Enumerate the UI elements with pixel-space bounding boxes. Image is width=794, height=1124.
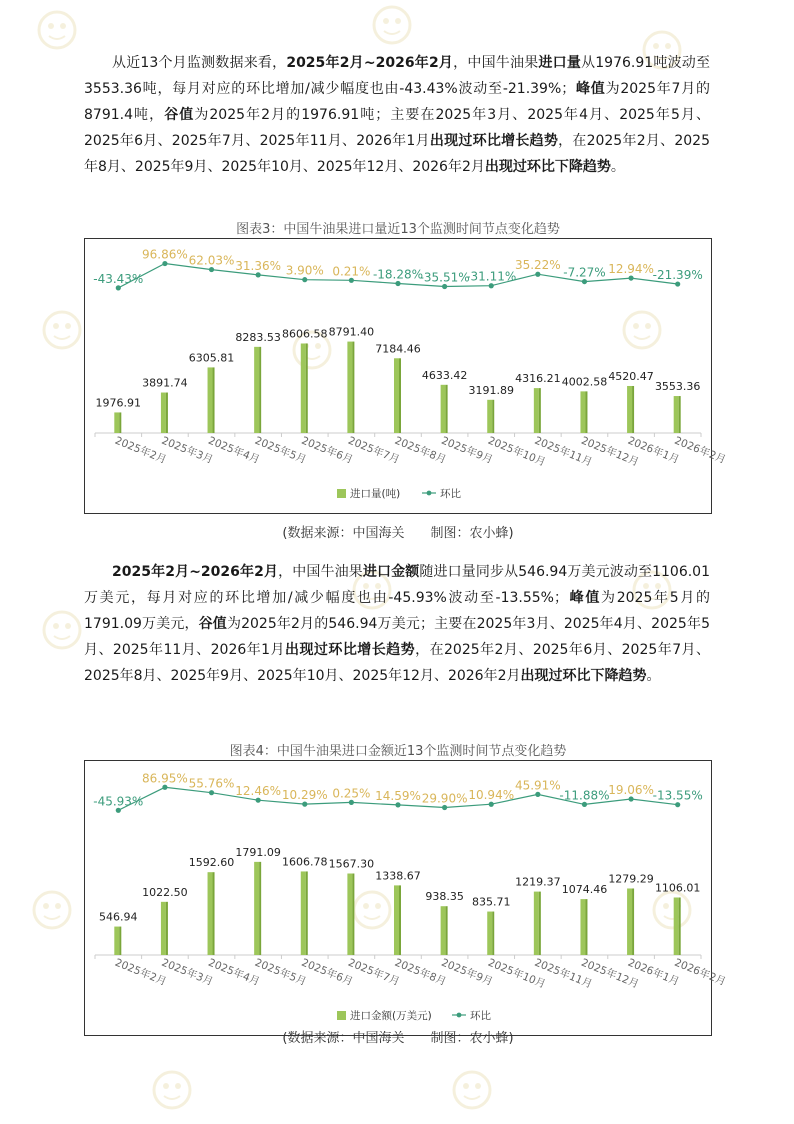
bar-value-label: 8791.40 — [328, 325, 375, 339]
bar-value-label: 4633.42 — [421, 368, 468, 382]
bar-shade — [446, 906, 448, 955]
bee-logo-ring — [34, 892, 70, 928]
line-value-label: 35.22% — [514, 258, 561, 273]
bar — [254, 347, 259, 433]
bar-value-label: 835.71 — [471, 895, 511, 909]
text: ，中国牛油果 — [278, 564, 363, 580]
category-label: 2025年12月 — [579, 956, 641, 991]
bee-logo-eye — [163, 1083, 169, 1089]
chart-svg — [85, 239, 728, 513]
bar-shade — [259, 347, 261, 433]
line-value-label: 14.59% — [375, 788, 421, 803]
category-label: 2025年4月 — [206, 434, 262, 467]
category-label: 2025年6月 — [299, 956, 355, 989]
bar — [208, 872, 213, 955]
bold-text: 2025年2月~2026年2月 — [112, 564, 279, 580]
bar-value-label: 4316.21 — [515, 372, 561, 386]
line-value-label: 62.03% — [188, 253, 235, 268]
text: ，在2025年2月、2025年8月、2025年9月、2025年10月、2025年12月、2026年2月 — [84, 133, 710, 175]
bar — [114, 412, 119, 433]
line-point — [675, 281, 680, 286]
bar — [347, 874, 352, 955]
bee-logo-smile — [54, 336, 70, 339]
bar-value-label: 1279.29 — [608, 872, 654, 886]
chart-svg — [85, 761, 728, 1035]
line-point — [395, 281, 400, 286]
bar-shade — [585, 391, 587, 433]
category-label: 2025年11月 — [532, 956, 594, 991]
watermark-logo — [150, 1060, 260, 1120]
bold-text: 2025年2月~2026年2月 — [286, 55, 454, 71]
chart-title: 图表3：中国牛油果进口量近13个监测时间节点变化趋势 — [236, 222, 560, 237]
bar — [208, 367, 213, 433]
bar — [487, 912, 492, 955]
line-value-label: 0.21% — [332, 264, 371, 279]
paragraph-import-volume — [84, 50, 710, 180]
line-point — [442, 805, 447, 810]
category-label: 2026年2月 — [672, 434, 728, 467]
text: 为2025年2月的1976.91吨；主要在2025年3月、2025年4月、2025年5月、2025年6月、2025年7月、2025年11月、2026年1月 — [84, 107, 711, 149]
bar-value-label: 3553.36 — [654, 380, 701, 394]
bar-shade — [119, 412, 121, 433]
bar-value-label: 546.94 — [99, 910, 138, 924]
line-value-label: 31.36% — [235, 258, 282, 273]
bold-text: 出现过环比增长趋势 — [429, 133, 559, 149]
bold-text: 峰值 — [567, 590, 602, 606]
line-point — [302, 277, 307, 282]
line-value-label: -45.93% — [93, 794, 144, 809]
line-value-label: 45.91% — [514, 778, 561, 793]
text: 从1976.91吨波动至3553.36吨，每月对应的环比增加/减少幅度也由-43.43%波动至-21.39%； — [84, 55, 711, 97]
category-label: 2025年3月 — [159, 956, 215, 989]
bee-logo-smile — [384, 31, 400, 34]
line-value-label: 10.94% — [468, 788, 515, 803]
bar — [580, 899, 585, 955]
category-label: 2025年12月 — [579, 434, 641, 469]
bar-shade — [306, 871, 308, 955]
category-label: 2025年10月 — [486, 956, 548, 991]
chart-title: 图表4：中国牛油果进口金额近13个监测时间节点变化趋势 — [229, 744, 567, 759]
bar-shade — [399, 885, 401, 955]
bee-logo-smile — [164, 1096, 180, 1099]
bar-shade — [632, 386, 634, 433]
bee-logo-icon — [150, 1060, 260, 1120]
line-point — [256, 272, 261, 277]
bar — [301, 343, 306, 433]
line-value-label: 96.86% — [142, 247, 188, 262]
line-point — [489, 802, 494, 807]
bee-logo-eye — [65, 623, 71, 629]
legend-bar-label: 进口金额(万美元) — [350, 1010, 432, 1022]
line-point — [116, 285, 121, 290]
bar-shade — [166, 393, 168, 433]
bee-logo-ring — [154, 1072, 190, 1108]
category-label: 2025年8月 — [392, 956, 448, 989]
bee-logo-ring — [44, 312, 80, 348]
source-note: (数据来源：中国海关 制图：农小蜂) — [282, 1031, 514, 1046]
bar-shade — [679, 396, 681, 433]
bar — [441, 385, 446, 433]
bold-text: 出现过环比增长趋势 — [285, 642, 416, 658]
bar-shade — [306, 343, 308, 433]
line-value-label: 12.94% — [608, 262, 654, 277]
bar-shade — [213, 367, 215, 433]
bee-logo-eye — [175, 1083, 181, 1089]
bar — [161, 902, 166, 955]
bar — [254, 862, 259, 955]
bar-value-label: 1074.46 — [561, 883, 608, 897]
bold-text: 出现过环比下降趋势 — [484, 159, 611, 175]
legend-bar-swatch — [337, 489, 346, 498]
text: 随进口量同步从546.94万美元波动至1106.01万美元，每月对应的环比增加/减少幅度也由-45.93%波动至-13.55%； — [84, 564, 710, 606]
bee-logo-eye — [383, 18, 389, 24]
bar-value-label: 6305.81 — [188, 351, 235, 365]
bold-text: 谷值 — [164, 107, 195, 123]
bar-value-label: 1592.60 — [188, 856, 235, 870]
bar — [534, 388, 539, 433]
line-point — [582, 802, 587, 807]
bee-logo-eye — [55, 903, 61, 909]
text: ，在2025年2月、2025年6月、2025年7月、2025年8月、2025年9月、2025年10月、2025年12月、2026年2月 — [84, 642, 711, 684]
legend-line-dot — [457, 1013, 462, 1018]
bar-shade — [679, 897, 681, 955]
category-label: 2025年4月 — [206, 956, 262, 989]
category-label: 2025年2月 — [113, 434, 169, 467]
chart-import-value — [84, 760, 728, 1036]
bar — [674, 897, 679, 955]
bee-logo-smile — [54, 636, 70, 639]
line-value-label: 55.76% — [188, 776, 235, 791]
category-label: 2025年5月 — [253, 434, 308, 467]
bold-text: 峰值 — [575, 81, 606, 97]
bar-shade — [585, 899, 587, 955]
line-point — [628, 796, 633, 801]
line-value-label: 3.90% — [285, 263, 324, 278]
bar-value-label: 1219.37 — [515, 875, 561, 889]
category-label: 2025年2月 — [113, 956, 169, 989]
bold-text: 进口量 — [538, 55, 582, 71]
bar-value-label: 4520.47 — [608, 369, 654, 383]
line-value-label: -31.11% — [466, 269, 517, 284]
line-point — [489, 283, 494, 288]
bar — [441, 906, 446, 955]
bar — [627, 386, 632, 433]
bar-value-label: 1106.01 — [654, 881, 701, 895]
bee-logo-eye — [665, 43, 671, 49]
line-point — [535, 272, 540, 277]
line-value-label: 12.46% — [235, 784, 282, 799]
text: 。 — [610, 159, 625, 175]
bar — [534, 892, 539, 955]
bee-logo-ring — [39, 12, 75, 48]
bar — [394, 358, 399, 433]
source-note: (数据来源：中国海关 制图：农小蜂) — [282, 526, 514, 541]
bee-logo-eye — [475, 1083, 481, 1089]
bar-value-label: 1338.67 — [375, 869, 421, 883]
category-label: 2025年9月 — [439, 956, 495, 989]
line-value-label: -21.39% — [652, 268, 703, 283]
category-label: 2025年9月 — [439, 434, 495, 467]
bar — [487, 400, 492, 433]
line-point — [395, 802, 400, 807]
bee-logo-ring — [44, 612, 80, 648]
bar — [627, 888, 632, 955]
category-label: 2026年2月 — [672, 956, 728, 989]
bar-shade — [492, 912, 494, 955]
line-value-label: -13.55% — [652, 788, 703, 803]
bee-logo-eye — [53, 323, 59, 329]
bar — [347, 342, 352, 433]
bar — [114, 927, 119, 955]
bar-shade — [259, 862, 261, 955]
line-point — [256, 798, 261, 803]
bar — [161, 393, 166, 433]
category-label: 2025年8月 — [392, 434, 448, 467]
bar-shade — [446, 385, 448, 433]
bee-logo-eye — [463, 1083, 469, 1089]
bar-shade — [213, 872, 215, 955]
bee-logo-smile — [49, 36, 65, 39]
bar — [674, 396, 679, 433]
bee-logo-ring — [454, 1072, 490, 1108]
line-point — [209, 267, 214, 272]
bar — [580, 391, 585, 433]
bar-shade — [539, 388, 541, 433]
line-value-label: 19.06% — [608, 783, 654, 798]
bar — [301, 871, 306, 955]
category-label: 2025年10月 — [486, 434, 548, 469]
bar-value-label: 1567.30 — [328, 857, 375, 871]
bee-logo-smile — [44, 916, 60, 919]
bar-shade — [492, 400, 494, 433]
line-point — [209, 790, 214, 795]
bar-shade — [632, 888, 634, 955]
line-point — [675, 802, 680, 807]
bar-shade — [539, 892, 541, 955]
bar-value-label: 1791.09 — [235, 845, 281, 859]
line-value-label: 86.95% — [142, 771, 188, 786]
category-label: 2026年1月 — [625, 434, 681, 467]
paragraph-import-value — [84, 559, 710, 689]
watermark-logo — [370, 0, 480, 55]
category-label: 2026年1月 — [625, 956, 681, 989]
bar-value-label: 3891.74 — [142, 376, 188, 390]
bee-logo-eye — [60, 23, 66, 29]
line-value-label: -11.88% — [559, 788, 610, 803]
line-point — [162, 785, 167, 790]
text: 为2025年5月的1791.09万美元， — [84, 590, 710, 632]
bar-shade — [119, 927, 121, 955]
bee-logo-ring — [374, 7, 410, 43]
bar — [394, 885, 399, 955]
line-value-label: -18.28% — [372, 267, 424, 282]
line-point — [442, 284, 447, 289]
legend-bar-label: 进口量(吨) — [350, 488, 401, 500]
bee-logo-eye — [395, 18, 401, 24]
bold-text: 出现过环比下降趋势 — [520, 668, 647, 684]
legend-line-label: 环比 — [440, 488, 461, 500]
line-point — [162, 261, 167, 266]
line-point — [582, 279, 587, 284]
category-label: 2025年3月 — [159, 434, 215, 467]
text: 为2025年7月的8791.4吨， — [84, 81, 710, 123]
category-label: 2025年11月 — [532, 434, 594, 469]
bar-value-label: 1606.78 — [282, 855, 328, 869]
bee-logo-icon — [450, 1060, 560, 1120]
bee-logo-eye — [43, 903, 49, 909]
line-value-label: -7.27% — [563, 265, 606, 280]
bold-text: 谷值 — [198, 616, 227, 632]
legend-bar-swatch — [337, 1011, 346, 1020]
bar-value-label: 8606.58 — [282, 327, 328, 341]
watermark-logo — [450, 1060, 560, 1120]
category-label: 2025年7月 — [346, 956, 402, 989]
bee-logo-eye — [65, 323, 71, 329]
line-point — [349, 800, 354, 805]
line-point — [628, 275, 633, 280]
bee-logo-eye — [653, 43, 659, 49]
legend-line-dot — [427, 491, 432, 496]
chart-import-volume — [84, 238, 728, 514]
category-label: 2025年6月 — [299, 434, 355, 467]
bar-shade — [352, 342, 354, 433]
line-value-label: -35.51% — [419, 270, 470, 285]
category-label: 2025年7月 — [346, 434, 402, 467]
text: 为2025年2月的546.94万美元；主要在2025年3月、2025年4月、2025年5月、2025年11月、2026年1月 — [84, 616, 711, 658]
bee-logo-eye — [48, 23, 54, 29]
line-point — [535, 792, 540, 797]
bar-shade — [166, 902, 168, 955]
text: 。 — [646, 668, 661, 684]
bar-value-label: 3191.89 — [468, 383, 514, 397]
text: ，中国牛油果 — [453, 55, 539, 71]
line-value-label: 0.25% — [332, 786, 371, 801]
line-value-label: 29.90% — [421, 791, 468, 806]
bar-shade — [399, 358, 401, 433]
bar-value-label: 4002.58 — [561, 375, 608, 389]
line-point — [116, 808, 121, 813]
bee-logo-smile — [464, 1096, 480, 1099]
line-value-label: -43.43% — [93, 271, 144, 286]
bar-value-label: 1976.91 — [95, 396, 142, 410]
line-point — [302, 802, 307, 807]
legend-line-label: 环比 — [470, 1010, 491, 1022]
bar-shade — [352, 874, 354, 955]
line-point — [349, 278, 354, 283]
bee-logo-eye — [53, 623, 59, 629]
bar-value-label: 7184.46 — [375, 342, 421, 356]
line-value-label: 10.29% — [281, 788, 328, 803]
bar-value-label: 1022.50 — [142, 885, 188, 899]
bar-value-label: 938.35 — [425, 890, 464, 904]
bee-logo-icon — [370, 0, 480, 55]
bar-value-label: 8283.53 — [235, 330, 281, 344]
text: 从近13个月监测数据来看， — [112, 55, 287, 71]
bold-text: 进口金额 — [362, 564, 420, 580]
category-label: 2025年5月 — [253, 956, 308, 989]
